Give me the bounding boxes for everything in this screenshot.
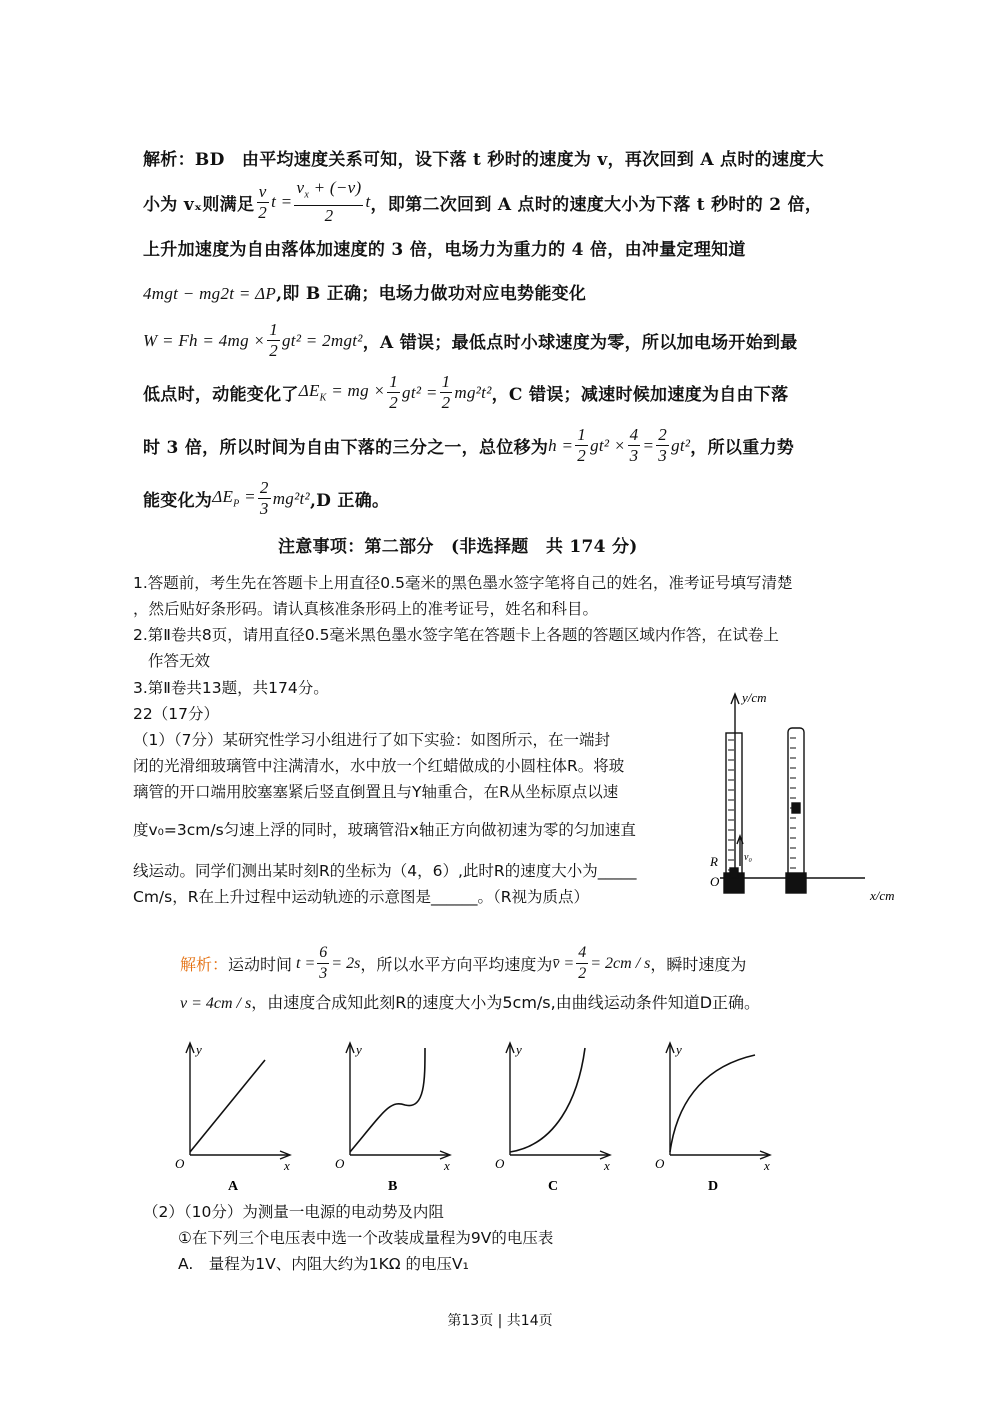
solution-line-7-text: ，所以重力势 <box>690 438 795 458</box>
solution-line-4-text: ,即 B 正确；电场力做功对应电势能变化 <box>276 284 587 304</box>
solution-line-8-text: ,D 正确。 <box>309 491 390 511</box>
glass-tube-figure <box>700 688 915 913</box>
part-2-line-1: （2）（10分）为测量一电源的电动势及内阻 <box>143 1203 444 1221</box>
work-equation-b: gt² = 2mgt² <box>282 330 363 350</box>
solution-line-5 <box>143 320 798 361</box>
tube-origin-label: O <box>710 874 720 889</box>
solution-line-6-text: ，C 错误；减速时候加速度为自由下落 <box>491 385 789 405</box>
trajectory-options <box>170 1040 790 1195</box>
answer-line-1a: 运动时间 <box>228 955 293 974</box>
answer-line-2-text: ，由速度合成知此刻R的速度大小为5cm/s,由曲线运动条件知道D正确。 <box>251 993 761 1012</box>
notice-item-1-cont: ，然后贴好条形码。请认真核准条形码上的准考证号，姓名和科目。 <box>133 600 599 618</box>
graph-origin-label: O <box>335 1156 345 1171</box>
graph-y-label: y <box>676 1042 682 1057</box>
answer-label: 解析： <box>180 955 229 974</box>
notice-item-2: 2.第Ⅱ卷共8页，请用直径0.5毫米黑色墨水签字笔在答题卡上各题的答题区域内作答，在试卷上 <box>133 626 779 644</box>
trajectory-graph-b <box>330 1040 460 1195</box>
graph-origin-label: O <box>175 1156 185 1171</box>
solution-line-1: 解析：BD 由平均速度关系可知，设下落 t 秒时的速度为 v，再次回到 A 点时的速度大 <box>143 150 824 170</box>
solution-line-6a: 低点时，动能变化了 <box>143 385 299 405</box>
answer-line-1b: ，所以水平方向平均速度为 <box>360 955 553 974</box>
question-22-line-3: 璃管的开口端用胶塞塞紧后竖直倒置且与Y轴重合，在R从坐标原点以速 <box>133 783 619 801</box>
graph-option-label: A <box>228 1179 239 1194</box>
part-2-line-3: A. 量程为1V、内阻大约为1KΩ 的电压V₁ <box>178 1255 469 1273</box>
graph-y-label: y <box>356 1042 362 1057</box>
notice-title: 注意事项：第二部分 (非选择题 共 174 分) <box>278 537 638 557</box>
trajectory-curve-b <box>350 1048 425 1152</box>
question-22-line-5: 线运动。同学们测出某时刻R的坐标为（4，6）,此时R的速度大小为_____ <box>133 862 637 880</box>
graph-x-label: x <box>604 1158 610 1173</box>
part-2-line-2: ①在下列三个电压表中选一个改装成量程为9V的电压表 <box>178 1229 554 1247</box>
answer-line-1: 解析： 运动时间 t = $\frac{6}{3}$ = 2s ，所以水平方向平均速度为 v̄ = $\frac{4}{2}$ = 2cm / s ，瞬时速度为 <box>180 944 747 982</box>
solution-line-2a: 小为 vₓ则满足 <box>143 194 255 215</box>
question-22-line-4: 度v₀=3cm/s匀速上浮的同时，玻璃管沿x轴正方向做初速为零的匀加速直 <box>133 821 636 839</box>
graph-option-label: C <box>548 1179 559 1194</box>
notice-item-2-cont: 作答无效 <box>148 652 211 670</box>
trajectory-graph-c <box>490 1040 620 1195</box>
instant-velocity: v = 4cm / s <box>180 995 252 1012</box>
tube-y-axis-label: y/cm <box>742 690 767 705</box>
tube-x-axis-label: x/cm <box>870 888 895 903</box>
tube-R-label: R <box>710 854 718 869</box>
solution-line-8: 能变化为 $\Delta E_P$ = $\frac{2}{3}$ mg²t² ,D 正确。 <box>143 478 390 518</box>
notice-item-1: 1.答题前，考生先在答题卡上用直径0.5毫米的黑色墨水签字笔将自己的姓名，准考证号填写清楚 <box>133 574 793 592</box>
graph-option-label: B <box>388 1179 398 1194</box>
impulse-equation: 4mgt − mg2t = ΔP <box>143 284 277 303</box>
fraction-vx-minus-v-over-2: $\frac{v_x + (-v)}{2}$ <box>296 178 362 226</box>
trajectory-graph-a <box>170 1040 300 1195</box>
tube-velocity-label: v₀ <box>744 852 752 863</box>
notice-item-3: 3.第Ⅱ卷共13题，共174分。 <box>133 679 329 697</box>
graph-origin-label: O <box>655 1156 665 1171</box>
graph-option-label: D <box>708 1179 719 1194</box>
fraction-v-over-2: $\frac{v}{2}$ <box>258 181 268 222</box>
trajectory-curve-a <box>190 1060 265 1152</box>
solution-line-7a: 时 3 倍，所以时间为自由下落的三分之一，总位移为 <box>143 438 549 458</box>
answer-line-2 <box>180 990 760 1013</box>
graph-origin-label: O <box>495 1156 505 1171</box>
graph-y-label: y <box>516 1042 522 1057</box>
graph-y-label: y <box>196 1042 202 1057</box>
solution-line-6: 低点时，动能变化了 $\Delta E_K$ = mg × $\frac{1}{2}$ gt² = $\frac{1}{2}$ mg²t² ，C 错误；减速时候加速度为自由下落 <box>143 372 789 412</box>
question-22-line-6: Cm/s，R在上升过程中运动轨迹的示意图是______。（R视为质点） <box>133 888 590 906</box>
work-equation-a: W = Fh = 4mg × <box>143 330 266 350</box>
solution-line-2: 小为 vₓ则满足 $\frac{v}{2}$ t = $\frac{v_x + (-v)}{2}$ t ，即第二次回到 A 点时的速度大小为下落 t 秒时的 2 倍， <box>143 178 823 226</box>
question-22-line-2: 闭的光滑细玻璃管中注满清水，水中放一个红蜡做成的小圆柱体R。将玻 <box>133 757 625 775</box>
trajectory-graph-d <box>650 1040 780 1195</box>
trajectory-curve-d <box>670 1055 755 1152</box>
page-footer: 第13页 | 共14页 <box>447 1313 553 1329</box>
graph-x-label: x <box>444 1158 450 1173</box>
solution-line-2b: ，即第二次回到 A 点时的速度大小为下落 t 秒时的 2 倍， <box>370 194 823 215</box>
solution-line-4 <box>143 279 586 304</box>
trajectory-curve-c <box>510 1048 585 1152</box>
graph-x-label: x <box>764 1158 770 1173</box>
fraction-one-half: $\frac{1}{2}$ <box>269 320 278 360</box>
question-22-line-1: （1）（7分）某研究性学习小组进行了如下实验：如图所示，在一端封 <box>133 731 610 749</box>
solution-line-7: 时 3 倍，所以时间为自由下落的三分之一，总位移为 h = $\frac{1}{2}$ gt² × $\frac{4}{3}$ = $\frac{2}{3}$ gt² ，所以重力势 <box>143 425 795 465</box>
graph-x-label: x <box>284 1158 290 1173</box>
solution-line-3: 上升加速度为自由落体加速度的 3 倍，电场力为重力的 4 倍，由冲量定理知道 <box>143 240 746 260</box>
solution-line-8a: 能变化为 <box>143 491 213 511</box>
answer-line-1c: ，瞬时速度为 <box>650 955 747 974</box>
solution-line-5-text: ，A 错误；最低点时小球速度为零，所以加电场开始到最 <box>362 333 798 353</box>
question-22-header: 22（17分） <box>133 705 219 723</box>
